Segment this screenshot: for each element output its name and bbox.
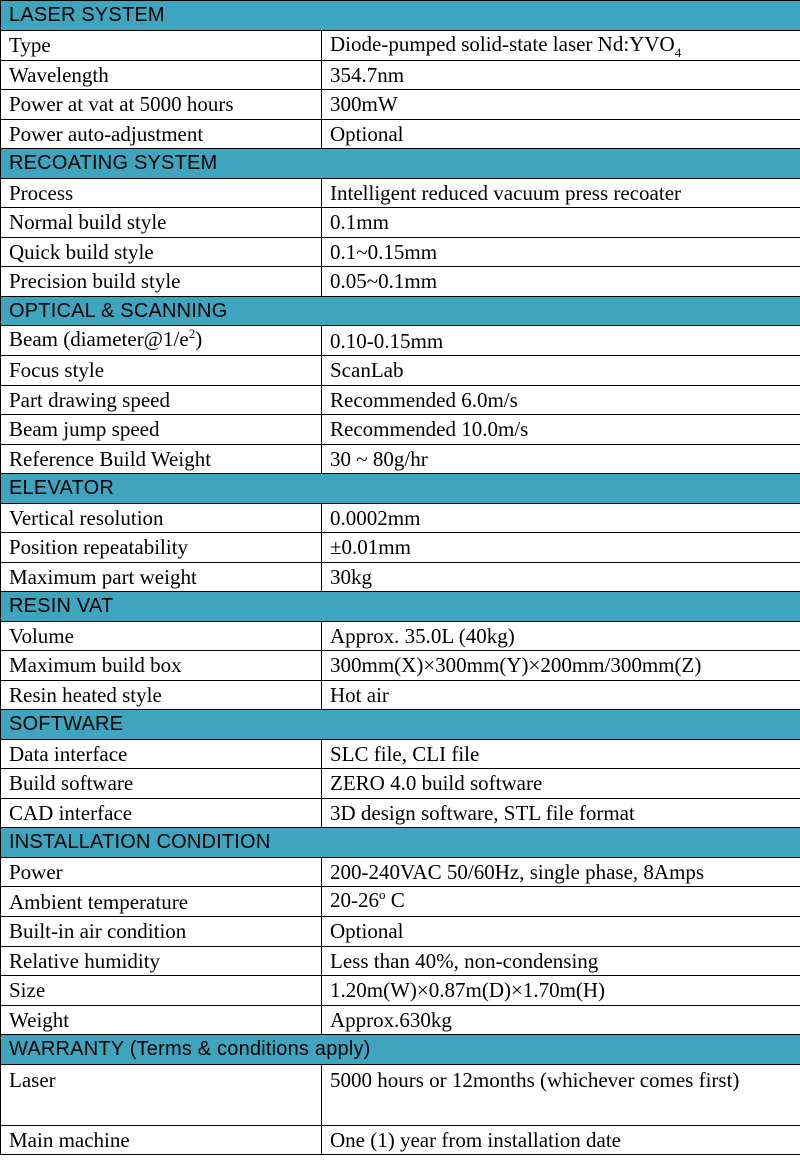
table-row — [1, 415, 800, 445]
row-value: 200-240VAC 50/60Hz, single phase, 8Amps — [322, 857, 800, 887]
row-label: Laser — [1, 1064, 322, 1125]
row-value: 300mW — [322, 90, 800, 120]
row-label: Reference Build Weight — [1, 444, 322, 474]
row-value: Approx. 35.0L (40kg) — [322, 621, 800, 651]
row-value — [322, 887, 800, 917]
table-row — [1, 976, 800, 1006]
row-value: 30kg — [322, 562, 800, 592]
row-value — [322, 30, 800, 60]
section-header-optical-scanning — [1, 296, 800, 326]
table-row — [1, 533, 800, 563]
row-label: Position repeatability — [1, 533, 322, 563]
table-row — [1, 385, 800, 415]
row-label: Build software — [1, 769, 322, 799]
table-row — [1, 208, 800, 238]
table-row — [1, 326, 800, 356]
row-label: Type — [1, 30, 322, 60]
row-value: Less than 40%, non-condensing — [322, 946, 800, 976]
table-row — [1, 444, 800, 474]
row-label: Ambient temperature — [1, 887, 322, 917]
row-label: Weight — [1, 1005, 322, 1035]
table-row — [1, 1005, 800, 1035]
table-row — [1, 119, 800, 149]
row-value: 0.1mm — [322, 208, 800, 238]
row-label: Normal build style — [1, 208, 322, 238]
row-value: 300mm(X)×300mm(Y)×200mm/300mm(Z) — [322, 651, 800, 681]
section-header-warranty — [1, 1035, 800, 1065]
section-title: INSTALLATION CONDITION — [1, 828, 800, 858]
table-row — [1, 90, 800, 120]
section-header-software — [1, 710, 800, 740]
table-row — [1, 178, 800, 208]
table-row — [1, 237, 800, 267]
section-title: SOFTWARE — [1, 710, 800, 740]
row-label — [1, 326, 322, 356]
row-value: 30 ~ 80g/hr — [322, 444, 800, 474]
row-value-subscript: 4 — [674, 44, 682, 60]
row-label: Maximum build box — [1, 651, 322, 681]
row-label: Power at vat at 5000 hours — [1, 90, 322, 120]
row-value: 0.10-0.15mm — [322, 326, 800, 356]
row-value-superscript: o — [379, 887, 386, 902]
row-value: Recommended 6.0m/s — [322, 385, 800, 415]
table-row — [1, 503, 800, 533]
row-value: Recommended 10.0m/s — [322, 415, 800, 445]
row-label: Power — [1, 857, 322, 887]
row-value: Hot air — [322, 680, 800, 710]
row-label: Main machine — [1, 1125, 322, 1155]
row-label: Size — [1, 976, 322, 1006]
row-label: Resin heated style — [1, 680, 322, 710]
row-value: 3D design software, STL file format — [322, 798, 800, 828]
row-value: 354.7nm — [322, 60, 800, 90]
table-row — [1, 946, 800, 976]
row-value: 0.05~0.1mm — [322, 267, 800, 297]
row-value: SLC file, CLI file — [322, 739, 800, 769]
row-label-text: Beam (diameter@1/e — [9, 327, 189, 351]
table-row — [1, 1125, 800, 1155]
section-header-elevator — [1, 474, 800, 504]
section-title: ELEVATOR — [1, 474, 800, 504]
row-value-tail: C — [385, 888, 405, 912]
row-label: Quick build style — [1, 237, 322, 267]
row-value: 0.1~0.15mm — [322, 237, 800, 267]
row-label: Precision build style — [1, 267, 322, 297]
row-label: CAD interface — [1, 798, 322, 828]
section-title: RESIN VAT — [1, 592, 800, 622]
row-value: ScanLab — [322, 356, 800, 386]
table-row — [1, 562, 800, 592]
table-row — [1, 917, 800, 947]
table-row — [1, 857, 800, 887]
row-value: Intelligent reduced vacuum press recoater — [322, 178, 800, 208]
row-label: Built-in air condition — [1, 917, 322, 947]
section-title: RECOATING SYSTEM — [1, 149, 800, 179]
row-value-text: Diode-pumped solid-state laser Nd:YVO — [330, 31, 675, 56]
row-label: Power auto-adjustment — [1, 119, 322, 149]
section-title: LASER SYSTEM — [1, 1, 800, 31]
row-value: ±0.01mm — [322, 533, 800, 563]
section-header-resin-vat — [1, 592, 800, 622]
table-row — [1, 680, 800, 710]
row-value: One (1) year from installation date — [322, 1125, 800, 1155]
section-header-laser-system — [1, 1, 800, 31]
table-row — [1, 30, 800, 60]
row-value: Approx.630kg — [322, 1005, 800, 1035]
row-value: ZERO 4.0 build software — [322, 769, 800, 799]
table-row — [1, 356, 800, 386]
section-title: WARRANTY (Terms & conditions apply) — [1, 1035, 800, 1065]
row-label: Vertical resolution — [1, 503, 322, 533]
row-value: 1.20m(W)×0.87m(D)×1.70m(H) — [322, 976, 800, 1006]
row-label: Process — [1, 178, 322, 208]
table-row — [1, 1064, 800, 1125]
section-header-installation-condition — [1, 828, 800, 858]
section-header-recoating-system — [1, 149, 800, 179]
table-row — [1, 267, 800, 297]
row-label: Data interface — [1, 739, 322, 769]
row-label: Beam jump speed — [1, 415, 322, 445]
row-label: Volume — [1, 621, 322, 651]
row-value: 5000 hours or 12months (whichever comes first) — [322, 1064, 800, 1125]
table-row — [1, 621, 800, 651]
row-label-superscript: 2 — [188, 326, 196, 341]
table-row — [1, 739, 800, 769]
table-row — [1, 887, 800, 917]
row-value: 0.0002mm — [322, 503, 800, 533]
row-value-text: 20-26 — [330, 888, 379, 912]
row-value: Optional — [322, 119, 800, 149]
table-row — [1, 60, 800, 90]
table-row — [1, 651, 800, 681]
table-row — [1, 798, 800, 828]
row-value: Optional — [322, 917, 800, 947]
row-label-tail: ) — [195, 327, 203, 351]
section-title: OPTICAL & SCANNING — [1, 296, 800, 326]
row-label: Wavelength — [1, 60, 322, 90]
row-label: Maximum part weight — [1, 562, 322, 592]
row-label: Part drawing speed — [1, 385, 322, 415]
table-row — [1, 769, 800, 799]
row-label: Focus style — [1, 356, 322, 386]
row-label: Relative humidity — [1, 946, 322, 976]
